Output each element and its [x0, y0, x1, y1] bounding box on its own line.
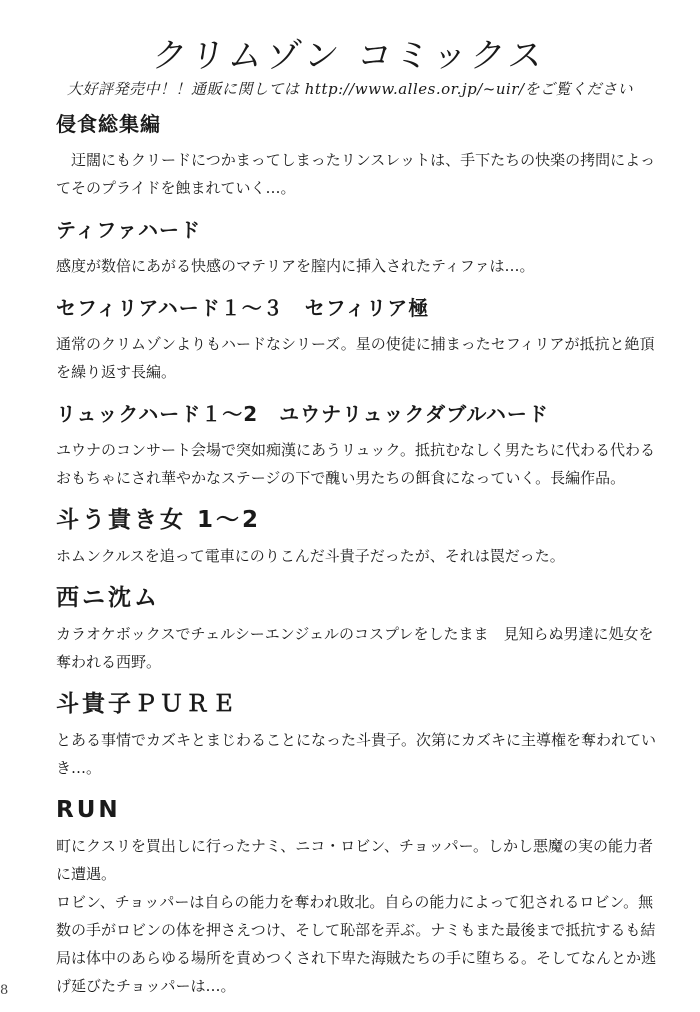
catalog-entry: [56, 108, 656, 202]
brand-title: クリムゾン コミックス: [149, 36, 550, 76]
entry-title: RUN: [56, 797, 121, 823]
page-number: 8: [0, 983, 9, 998]
catalog-entry: [56, 292, 656, 386]
entry-title: 西ニ沈ム: [56, 585, 160, 611]
catalog-entry: [56, 214, 656, 280]
entry-description: ユウナのコンサート会場で突如痴漢にあうリュック。抵抗むなしく男たちに代わる代わるおもちゃにされ華やかなステージの下で醜い男たちの餌食になっていく。長編作品。: [56, 441, 655, 487]
entry-title: 斗う貴き女 1～2: [56, 507, 262, 533]
entry-title: セフィリアハード１～３ セフィリア極: [56, 296, 430, 320]
entry-description: とある事情でカズキとまじわることになった斗貴子。次第にカズキに主導権を奪われていき…。: [56, 731, 657, 777]
entry-title: ティファハード: [56, 218, 201, 242]
entry-title: 侵食総集編: [56, 112, 161, 136]
entry-title: 斗貴子ＰＵＲＥ: [56, 691, 238, 717]
mail-order-notice: 大好評発売中！！通販に関しては http://www.alles.or.jp/~uir/をご覧ください: [66, 80, 633, 98]
catalog-entry: [56, 794, 656, 1000]
entry-description: 感度が数倍にあがる快感のマテリアを膣内に挿入されたティファは…。: [56, 257, 535, 275]
catalog-entry: [56, 688, 656, 782]
entry-description: 迂闊にもクリードにつかまってしまったリンスレットは、手下たちの快楽の拷問によってそのプライドを蝕まれていく…。: [56, 151, 656, 197]
catalog-entry: [56, 398, 656, 492]
entry-description: ホムンクルスを追って電車にのりこんだ斗貴子だったが、それは罠だった。: [56, 547, 565, 565]
catalog-entry: [56, 504, 656, 570]
catalog-list: [56, 108, 656, 1012]
entry-title: リュックハード１～2 ユウナリュックダブルハード: [56, 402, 549, 426]
entry-description: 通常のクリムゾンよりもハードなシリーズ。星の使徒に捕まったセフィリアが抵抗と絶頂を繰り返す長編。: [56, 335, 655, 381]
entry-description: カラオケボックスでチェルシーエンジェルのコスプレをしたまま 見知らぬ男達に処女を奪われる西野。: [56, 625, 654, 671]
catalog-entry: [56, 582, 656, 676]
entry-description: 町にクスリを買出しに行ったナミ、ニコ・ロビン、チョッパー。しかし悪魔の実の能力者に遭遇。 ロビン、チョッパーは自らの能力を奪われ敗北。自らの能力によって犯されるロビン。無数の手がロビンの体を押さえつけ、そして恥部を弄ぶ。ナミもまた最後まで抵抗するも結局は体中のあらゆる場所を責めつくされ下卑た海賊たちの手に堕ちる。そしてなんとか逃げ延びたチョッパーは…。: [56, 837, 657, 995]
